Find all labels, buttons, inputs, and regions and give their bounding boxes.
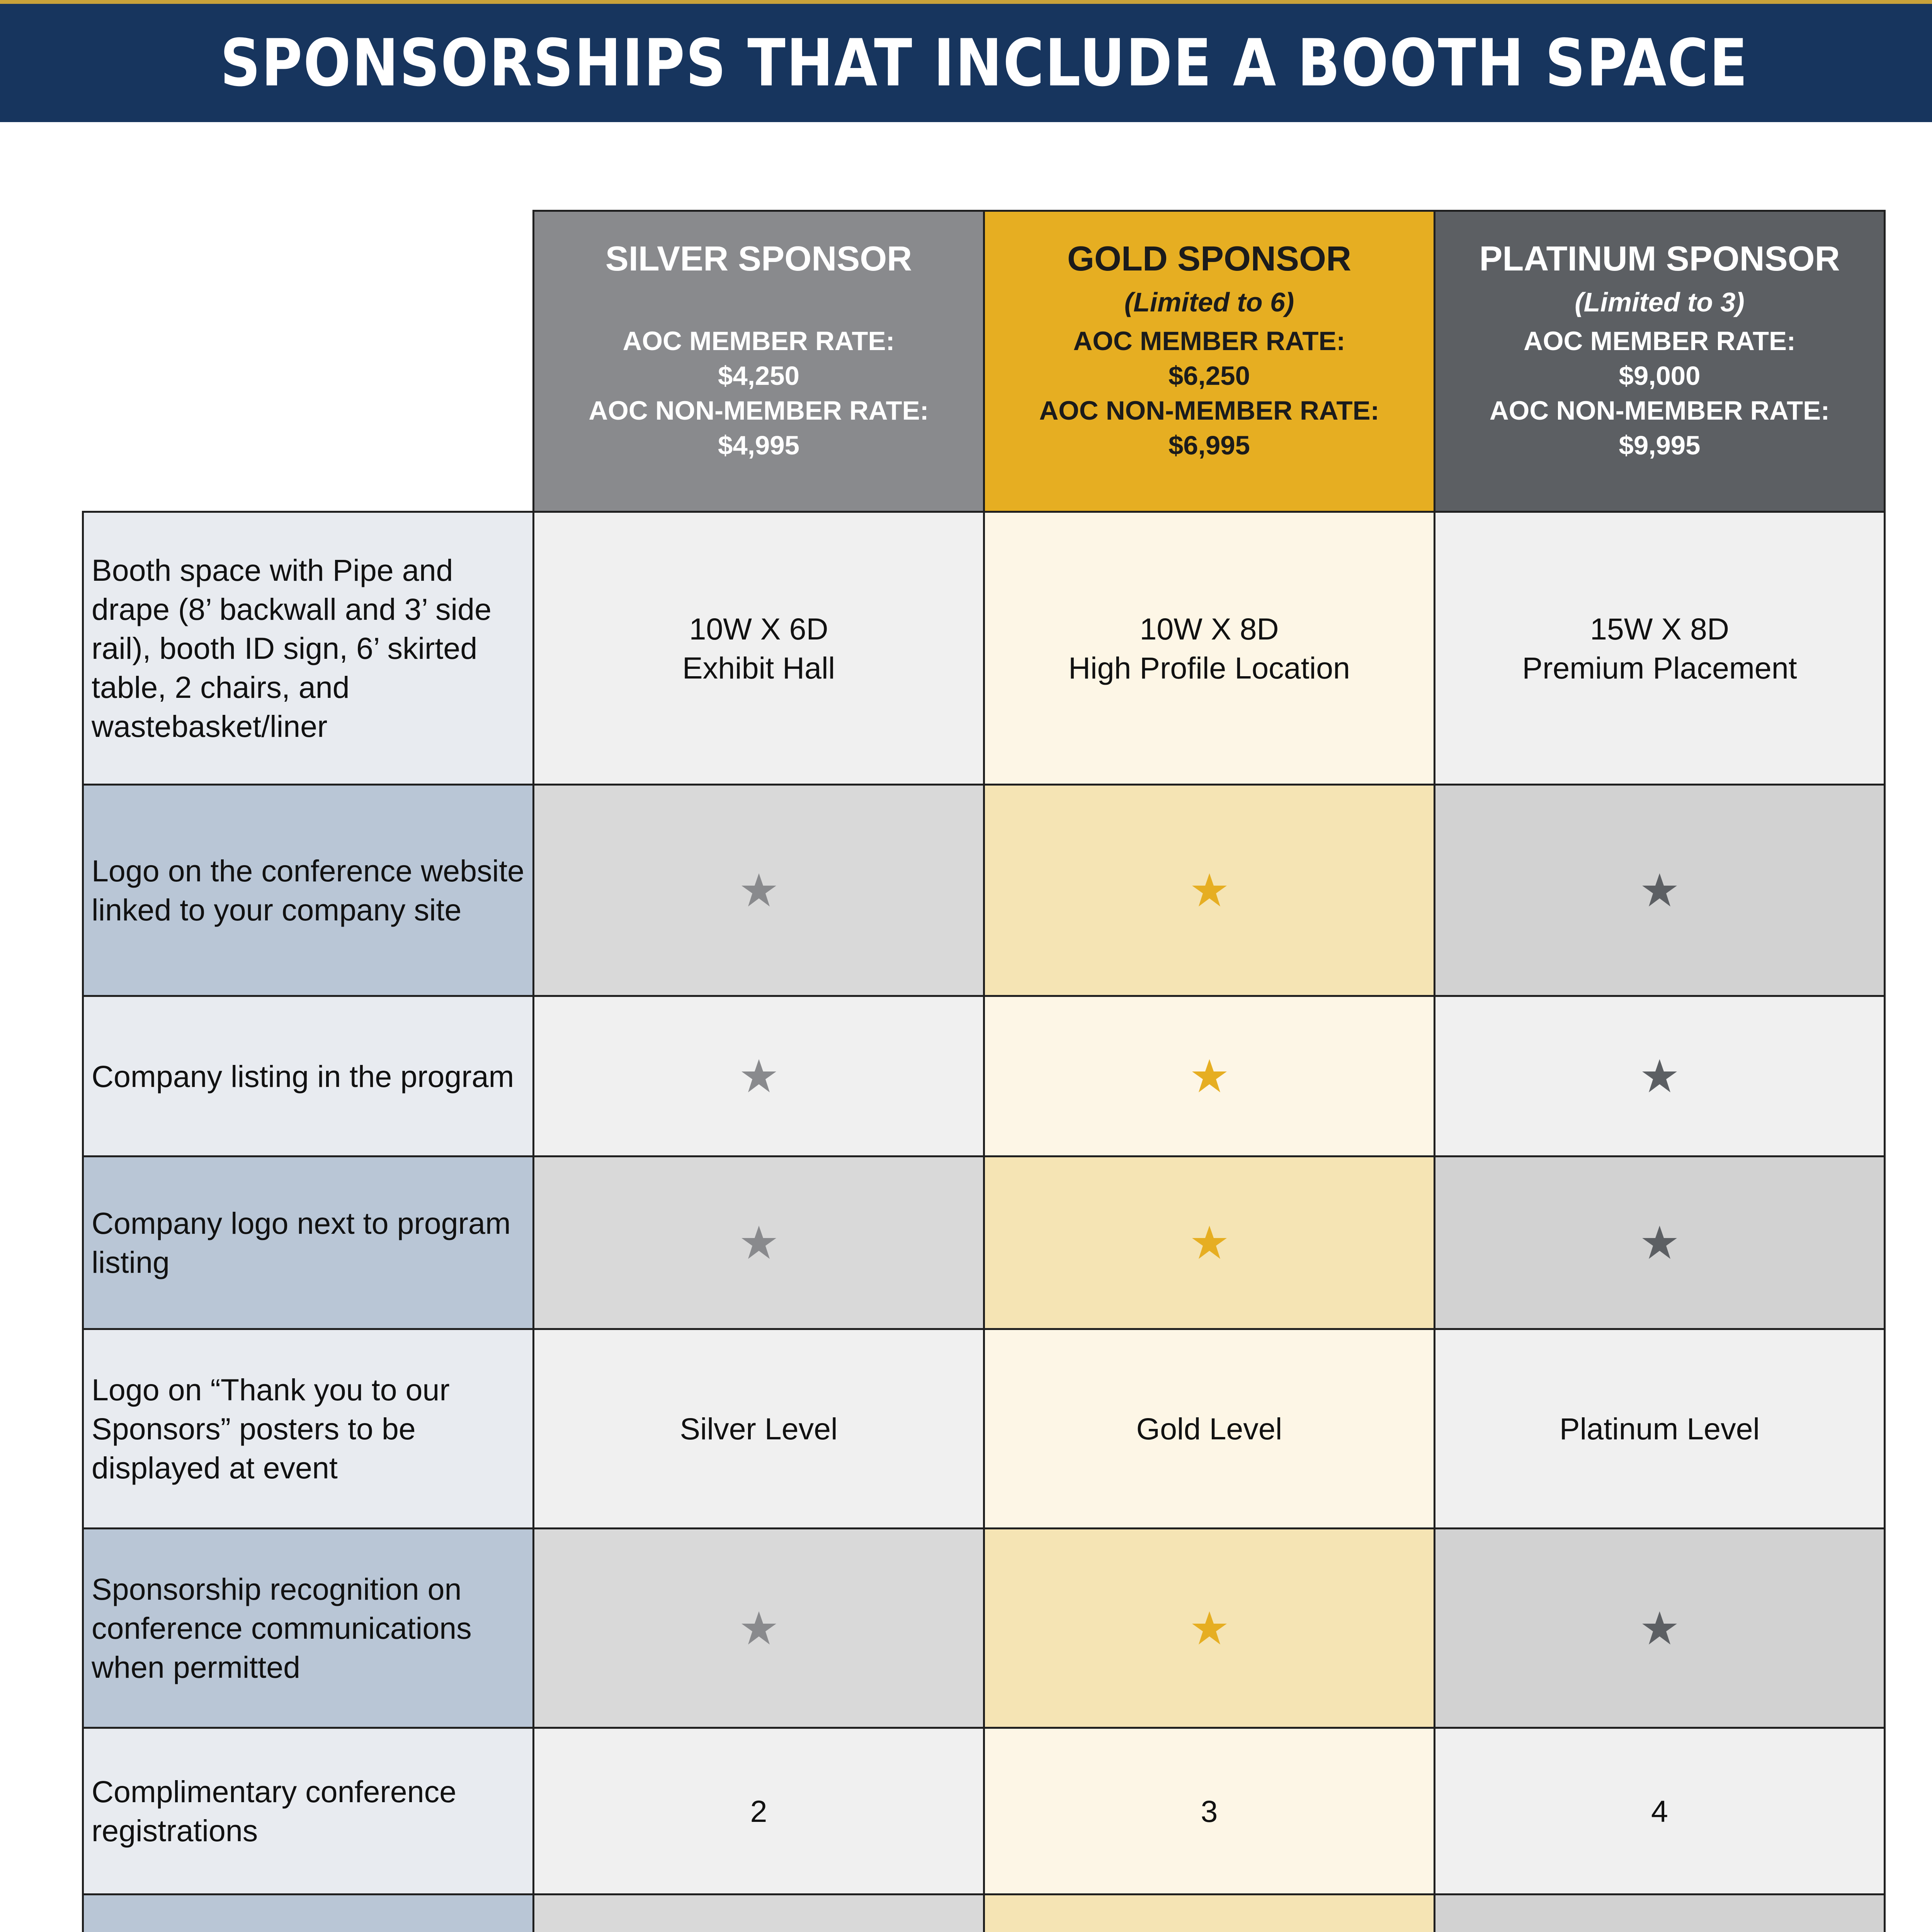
star-icon: [1640, 871, 1679, 910]
value-gold: [983, 1527, 1435, 1729]
value-line-1: 2: [750, 1794, 767, 1828]
value-gold: [983, 995, 1435, 1157]
value-line-1: 10W X 6D: [689, 611, 828, 646]
value-line-1: 4: [1651, 1794, 1668, 1828]
tier-name: SILVER SPONSOR: [605, 240, 912, 278]
tier-limit-spacer: [755, 287, 762, 318]
value-line-2: High Profile Location: [1068, 650, 1350, 685]
tier-name: GOLD SPONSOR: [1067, 240, 1352, 278]
star-icon: [740, 871, 778, 910]
row-label: [82, 1155, 534, 1330]
row-label: [82, 995, 534, 1157]
value-platinum: [1434, 1328, 1886, 1529]
tier-limit: (Limited to 6): [1124, 287, 1294, 317]
tier-member-rate: $6,250: [1168, 361, 1250, 391]
tier-member-rate: $9,000: [1619, 361, 1701, 391]
value-gold: [983, 511, 1435, 786]
row-label: [82, 1527, 534, 1729]
row-label-text: Logo on “Thank you to our Sponsors” posters to be displayed at event: [92, 1372, 450, 1485]
header-gold: [983, 210, 1435, 513]
value-line-1: Gold Level: [1136, 1412, 1282, 1446]
value-line-1: 3: [1201, 1794, 1218, 1828]
tier-nonmember-rate: $4,995: [718, 430, 800, 460]
star-icon: [1190, 871, 1229, 910]
row-label: [82, 511, 534, 786]
tier-nonmember-label: AOC NON-MEMBER RATE:: [1489, 396, 1830, 425]
value-silver: [532, 995, 985, 1157]
row-label-text: Booth space with Pipe and drape (8’ backwall and 3’ side rail), booth ID sign, 6’ skirted table, 2 chairs, and wastebasket/liner: [92, 553, 492, 743]
row-label: [82, 1727, 534, 1895]
value-line-1: Silver Level: [680, 1412, 838, 1446]
header-platinum: [1434, 210, 1886, 513]
row-label-text: Company logo next to program listing: [92, 1206, 511, 1279]
tier-limit: (Limited to 3): [1575, 287, 1745, 317]
star-icon: [1640, 1223, 1679, 1262]
star-icon: [1190, 1057, 1229, 1095]
value-platinum: [1434, 511, 1886, 786]
value-platinum: [1434, 784, 1886, 997]
value-line-1: 15W X 8D: [1590, 611, 1729, 646]
row-label: [82, 784, 534, 997]
value-line-1: 10W X 8D: [1139, 611, 1279, 646]
value-gold: [983, 1155, 1435, 1330]
star-icon: [740, 1223, 778, 1262]
star-icon: [1640, 1057, 1679, 1095]
value-platinum: [1434, 995, 1886, 1157]
star-icon: [740, 1609, 778, 1648]
row-label: [82, 1328, 534, 1529]
value-line-2: Exhibit Hall: [682, 650, 835, 685]
value-silver: [532, 1527, 985, 1729]
value-gold: [983, 784, 1435, 997]
tier-member-rate: $4,250: [718, 361, 800, 391]
row-label-text: Logo on the conference website linked to your company site: [92, 854, 524, 927]
value-gold: [983, 1328, 1435, 1529]
value-platinum: [1434, 1527, 1886, 1729]
value-silver: [532, 511, 985, 786]
tier-rates: [1490, 324, 1830, 463]
value-silver: [532, 1727, 985, 1895]
tier-nonmember-rate: $9,995: [1619, 430, 1701, 460]
value-silver: [532, 1328, 985, 1529]
header-silver: [532, 210, 985, 513]
value-platinum: [1434, 1727, 1886, 1895]
value-silver: [532, 1155, 985, 1330]
tier-nonmember-label: AOC NON-MEMBER RATE:: [588, 396, 929, 425]
tier-nonmember-rate: $6,995: [1168, 430, 1250, 460]
row-label-text: Complimentary conference registrations: [92, 1774, 457, 1848]
value-gold: [983, 1893, 1435, 1932]
value-line-1: Platinum Level: [1559, 1412, 1760, 1446]
value-gold: [983, 1727, 1435, 1895]
page-title: SPONSORSHIPS THAT INCLUDE A BOOTH SPACE: [220, 25, 1749, 101]
value-silver: [532, 1893, 985, 1932]
value-line-2: Premium Placement: [1522, 650, 1797, 685]
star-icon: [740, 1057, 778, 1095]
tier-member-label: AOC MEMBER RATE:: [622, 326, 895, 356]
tier-rates: [1039, 324, 1379, 463]
value-platinum: [1434, 1893, 1886, 1932]
star-icon: [1190, 1223, 1229, 1262]
tier-rates: [588, 324, 929, 463]
row-label-text: Sponsorship recognition on conference communications when permitted: [92, 1572, 472, 1684]
row-label-text: Company listing in the program: [92, 1059, 514, 1094]
tier-member-label: AOC MEMBER RATE:: [1073, 326, 1345, 356]
row-label: [82, 1893, 534, 1932]
value-platinum: [1434, 1155, 1886, 1330]
star-icon: [1640, 1609, 1679, 1648]
star-icon: [1190, 1609, 1229, 1648]
tier-member-label: AOC MEMBER RATE:: [1523, 326, 1796, 356]
tier-name: PLATINUM SPONSOR: [1479, 240, 1840, 278]
tier-nonmember-label: AOC NON-MEMBER RATE:: [1039, 396, 1379, 425]
value-silver: [532, 784, 985, 997]
